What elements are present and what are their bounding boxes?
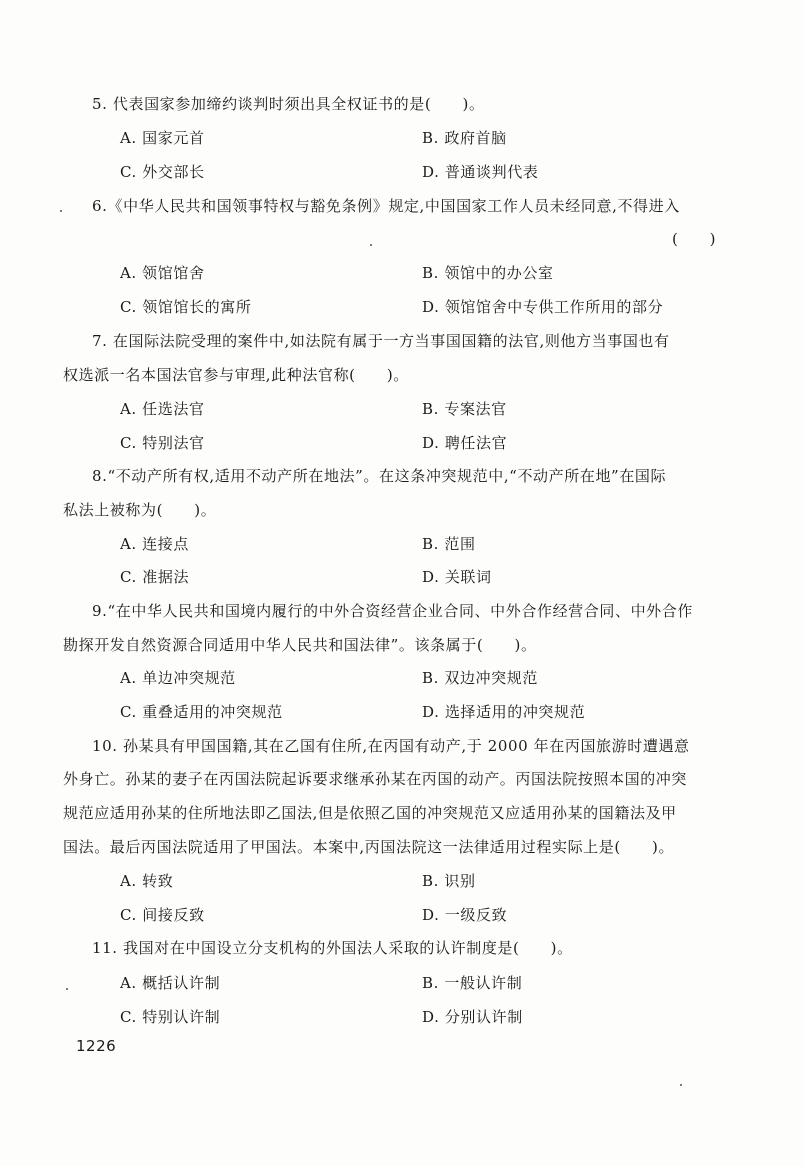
question-10-option-d: D. 一级反致 (422, 906, 508, 924)
question-6-answer-blank: ( ) (672, 230, 717, 248)
question-11-option-a: A. 概括认许制 (120, 974, 221, 992)
question-8-option-b: B. 范围 (422, 535, 476, 553)
scan-speck (60, 210, 62, 212)
question-6-option-c: C. 领馆馆长的寓所 (120, 298, 252, 316)
question-9-stem-line-1: 9.“在中华人民共和国境内履行的中外合资经营企业合同、中外合作经营合同、中外合作 (92, 602, 693, 620)
scan-speck (370, 244, 372, 246)
question-5-stem: 5. 代表国家参加缔约谈判时须出具全权证书的是( )。 (92, 95, 485, 113)
question-6-stem: 6.《中华人民共和国领事特权与豁免条例》规定,中国国家工作人员未经同意,不得进入 (92, 197, 680, 215)
question-8-stem-line-2: 私法上被称为( )。 (63, 501, 217, 519)
question-5-option-c: C. 外交部长 (120, 163, 205, 181)
question-10-stem-line-2: 外身亡。孙某的妻子在丙国法院起诉要求继承孙某在丙国的动产。丙国法院按照本国的冲突 (63, 770, 688, 788)
question-10-stem-line-4: 国法。最后丙国法院适用了甲国法。本案中,丙国法院这一法律适用过程实际上是( )。 (63, 838, 675, 856)
question-10-option-a: A. 转致 (120, 872, 174, 890)
question-7-stem-line-1: 7. 在国际法院受理的案件中,如法院有属于一方当事国国籍的法官,则他方当事国也有 (92, 332, 670, 350)
question-10-option-c: C. 间接反致 (120, 906, 205, 924)
question-11-stem: 11. 我国对在中国设立分支机构的外国法人采取的认许制度是( )。 (92, 939, 573, 957)
question-9-option-b: B. 双边冲突规范 (422, 669, 538, 687)
question-6-option-a: A. 领馆馆舍 (120, 264, 205, 282)
question-11-option-b: B. 一般认许制 (422, 974, 523, 992)
question-7-option-b: B. 专案法官 (422, 400, 507, 418)
question-10-option-b: B. 识别 (422, 872, 476, 890)
question-9-stem-line-2: 勘探开发自然资源合同适用中华人民共和国法律”。该条属于( )。 (63, 636, 537, 654)
question-5-option-d: D. 普通谈判代表 (422, 163, 539, 181)
question-10-stem-line-3: 规范应适用孙某的住所地法即乙国法,但是依照乙国的冲突规范又应适用孙某的国籍法及甲 (63, 804, 677, 822)
question-7-option-c: C. 特别法官 (120, 434, 205, 452)
scan-speck (66, 988, 68, 990)
question-7-stem-line-2: 权选派一名本国法官参与审理,此种法官称( )。 (63, 366, 409, 384)
question-9-option-d: D. 选择适用的冲突规范 (422, 703, 586, 721)
question-11-option-c: C. 特别认许制 (120, 1008, 221, 1026)
question-8-option-c: C. 准据法 (120, 568, 190, 586)
question-9-option-c: C. 重叠适用的冲突规范 (120, 703, 283, 721)
question-6-option-b: B. 领馆中的办公室 (422, 264, 554, 282)
question-5-option-a: A. 国家元首 (120, 129, 205, 147)
question-9-option-a: A. 单边冲突规范 (120, 669, 236, 687)
question-8-stem-line-1: 8.“不动产所有权,适用不动产所在地法”。在这条冲突规范中,“不动产所在地”在国际 (92, 467, 667, 485)
question-6-option-d: D. 领馆馆舍中专供工作所用的部分 (422, 298, 664, 316)
question-7-option-a: A. 任选法官 (120, 400, 205, 418)
question-7-option-d: D. 聘任法官 (422, 434, 508, 452)
scan-speck (680, 1084, 682, 1086)
page-number: 1226 (76, 1037, 117, 1055)
question-11-option-d: D. 分别认许制 (422, 1008, 523, 1026)
question-5-option-b: B. 政府首脑 (422, 129, 507, 147)
question-8-option-a: A. 连接点 (120, 535, 189, 553)
question-8-option-d: D. 关联词 (422, 568, 492, 586)
question-10-stem-line-1: 10. 孙某具有甲国国籍,其在乙国有住所,在丙国有动产,于 2000 年在丙国旅游时遭遇意 (92, 737, 690, 755)
